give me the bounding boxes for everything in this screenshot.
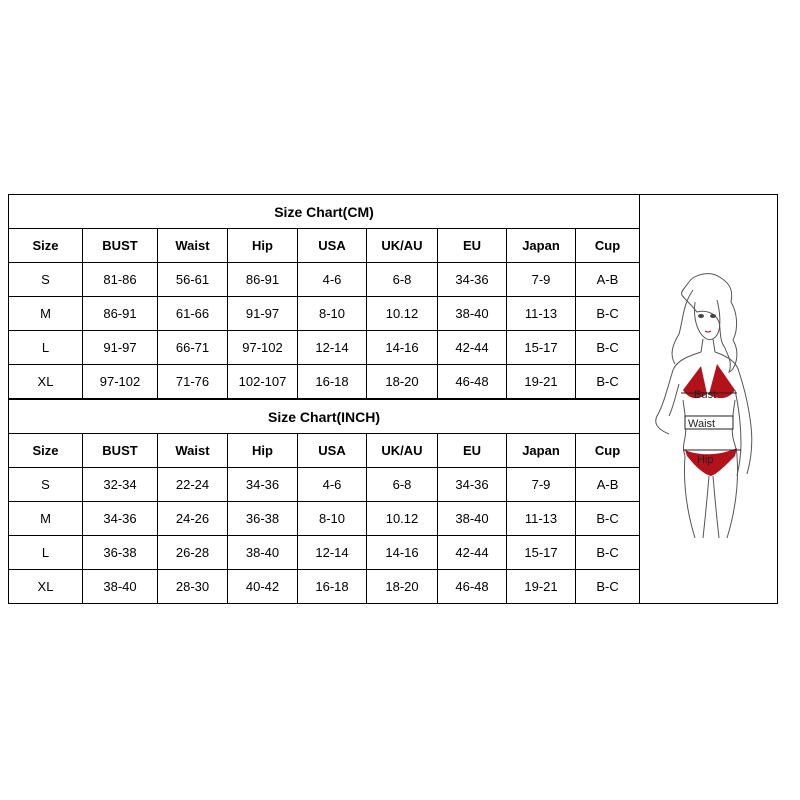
table-cell: 38-40 bbox=[438, 297, 507, 331]
table-cell: 11-13 bbox=[507, 502, 576, 536]
table-cell: 6-8 bbox=[367, 263, 438, 297]
table-cell: B-C bbox=[576, 536, 640, 570]
face-outline bbox=[694, 300, 719, 340]
table-cell: L bbox=[9, 536, 83, 570]
table-row bbox=[9, 570, 640, 604]
table-cell: 38-40 bbox=[83, 570, 158, 604]
table-cell: 12-14 bbox=[298, 536, 367, 570]
table-cell: M bbox=[9, 502, 83, 536]
header-cell: Size bbox=[9, 434, 83, 468]
table-row bbox=[9, 468, 640, 502]
table-cell: 8-10 bbox=[298, 297, 367, 331]
table-row bbox=[9, 297, 640, 331]
header-cell: USA bbox=[298, 434, 367, 468]
table-cell: 97-102 bbox=[83, 365, 158, 399]
table-cell: 34-36 bbox=[438, 263, 507, 297]
table-cell: 91-97 bbox=[228, 297, 298, 331]
header-cell: EU bbox=[438, 229, 507, 263]
table-cell: 36-38 bbox=[228, 502, 298, 536]
table-cell: 6-8 bbox=[367, 468, 438, 502]
table-cell: 34-36 bbox=[83, 502, 158, 536]
table-cell: 11-13 bbox=[507, 297, 576, 331]
table-cell: 4-6 bbox=[298, 263, 367, 297]
table-cell: 86-91 bbox=[228, 263, 298, 297]
table-cell: 91-97 bbox=[83, 331, 158, 365]
header-cell: Hip bbox=[228, 434, 298, 468]
table-cell: 71-76 bbox=[158, 365, 228, 399]
table-row bbox=[9, 365, 640, 399]
table-cell: 32-34 bbox=[83, 468, 158, 502]
table-cell: 42-44 bbox=[438, 331, 507, 365]
mouth bbox=[705, 331, 711, 332]
table-cell: XL bbox=[9, 365, 83, 399]
table-cell: 19-21 bbox=[507, 570, 576, 604]
table-cell: 10.12 bbox=[367, 502, 438, 536]
table-cell: 18-20 bbox=[367, 570, 438, 604]
table-cell: 61-66 bbox=[158, 297, 228, 331]
table-cell: L bbox=[9, 331, 83, 365]
size-chart-inch-table bbox=[8, 399, 640, 604]
bust-label: Bust bbox=[694, 389, 717, 401]
header-cell: Waist bbox=[158, 434, 228, 468]
size-chart-cm-table bbox=[8, 194, 640, 399]
table-cell: 24-26 bbox=[158, 502, 228, 536]
table-cell: 8-10 bbox=[298, 502, 367, 536]
hair-left bbox=[672, 290, 693, 364]
table-row bbox=[9, 331, 640, 365]
table-cell: 66-71 bbox=[158, 331, 228, 365]
header-cell: USA bbox=[298, 229, 367, 263]
table-cell: B-C bbox=[576, 331, 640, 365]
table-cell: 34-36 bbox=[228, 468, 298, 502]
table-cell: 46-48 bbox=[438, 570, 507, 604]
table-cell: 38-40 bbox=[228, 536, 298, 570]
eye-left bbox=[698, 314, 704, 318]
table-cell: 28-30 bbox=[158, 570, 228, 604]
table-cell: S bbox=[9, 468, 83, 502]
table-cell: B-C bbox=[576, 570, 640, 604]
table-cell: 86-91 bbox=[83, 297, 158, 331]
table-cell: 16-18 bbox=[298, 570, 367, 604]
header-cell: Hip bbox=[228, 229, 298, 263]
header-cell: Waist bbox=[158, 229, 228, 263]
table-cell: 34-36 bbox=[438, 468, 507, 502]
table-cell: 22-24 bbox=[158, 468, 228, 502]
figure-illustration bbox=[639, 194, 778, 604]
header-cell: Size bbox=[9, 229, 83, 263]
neck bbox=[701, 339, 715, 352]
table-cell: 14-16 bbox=[367, 331, 438, 365]
table-row bbox=[9, 502, 640, 536]
eye-right bbox=[710, 314, 716, 318]
header-cell: Cup bbox=[576, 434, 640, 468]
table-cell: 18-20 bbox=[367, 365, 438, 399]
hip-label: Hip bbox=[697, 454, 714, 466]
table-cell: 15-17 bbox=[507, 536, 576, 570]
header-cell: Japan bbox=[507, 434, 576, 468]
inch-table-title: Size Chart(INCH) bbox=[9, 400, 640, 434]
table-cell: 97-102 bbox=[228, 331, 298, 365]
table-cell: 7-9 bbox=[507, 468, 576, 502]
table-cell: M bbox=[9, 297, 83, 331]
table-cell: 81-86 bbox=[83, 263, 158, 297]
table-cell: 12-14 bbox=[298, 331, 367, 365]
header-cell: BUST bbox=[83, 434, 158, 468]
table-cell: 7-9 bbox=[507, 263, 576, 297]
table-row bbox=[9, 536, 640, 570]
cm-table-title: Size Chart(CM) bbox=[9, 195, 640, 229]
header-cell: EU bbox=[438, 434, 507, 468]
table-cell: 56-61 bbox=[158, 263, 228, 297]
table-cell: 38-40 bbox=[438, 502, 507, 536]
table-cell: XL bbox=[9, 570, 83, 604]
table-cell: 40-42 bbox=[228, 570, 298, 604]
table-cell: A-B bbox=[576, 468, 640, 502]
table-cell: 16-18 bbox=[298, 365, 367, 399]
waist-label: Waist bbox=[688, 418, 716, 430]
hair-outline bbox=[681, 274, 736, 372]
table-cell: 10.12 bbox=[367, 297, 438, 331]
table-cell: 26-28 bbox=[158, 536, 228, 570]
table-cell: 36-38 bbox=[83, 536, 158, 570]
table-cell: 4-6 bbox=[298, 468, 367, 502]
header-cell: UK/AU bbox=[367, 229, 438, 263]
table-cell: B-C bbox=[576, 502, 640, 536]
table-cell: B-C bbox=[576, 297, 640, 331]
cm-header-row bbox=[9, 229, 640, 263]
shoulders bbox=[673, 352, 739, 372]
table-cell: 102-107 bbox=[228, 365, 298, 399]
header-cell: Japan bbox=[507, 229, 576, 263]
table-cell: 19-21 bbox=[507, 365, 576, 399]
table-cell: B-C bbox=[576, 365, 640, 399]
table-cell: 14-16 bbox=[367, 536, 438, 570]
table-row bbox=[9, 263, 640, 297]
table-cell: 15-17 bbox=[507, 331, 576, 365]
header-cell: UK/AU bbox=[367, 434, 438, 468]
body-measurement-figure bbox=[639, 194, 778, 604]
table-cell: 42-44 bbox=[438, 536, 507, 570]
header-cell: Cup bbox=[576, 229, 640, 263]
table-cell: S bbox=[9, 263, 83, 297]
table-cell: A-B bbox=[576, 263, 640, 297]
table-cell: 46-48 bbox=[438, 365, 507, 399]
inch-header-row bbox=[9, 434, 640, 468]
header-cell: BUST bbox=[83, 229, 158, 263]
left-arm bbox=[656, 370, 679, 434]
